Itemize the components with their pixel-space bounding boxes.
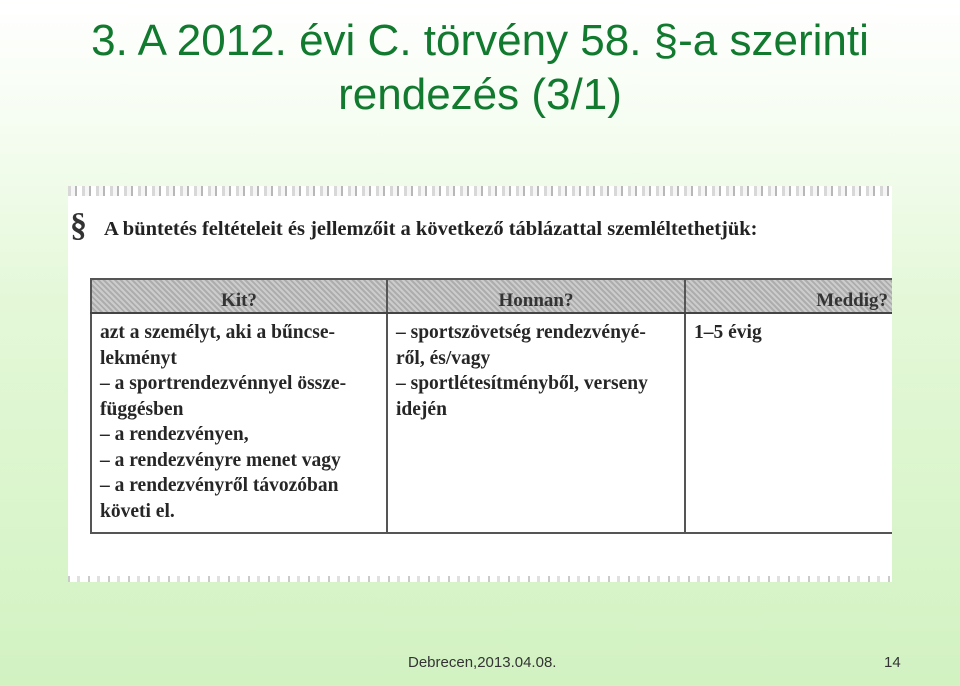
slide-title-line-1: 3. A 2012. évi C. törvény 58. §-a szerinti [91, 16, 869, 65]
scan-bottom-noise-strip [68, 576, 892, 582]
cell-line: – sportlétesítményből, verseny [396, 373, 648, 394]
cell-honnan [387, 313, 685, 533]
cell-line: – a rendezvényről távozóban [100, 475, 339, 496]
header-kit: Kit? [91, 279, 387, 313]
slide-number: 14 [884, 654, 901, 671]
cell-line: – a rendezvényen, [100, 424, 249, 445]
cell-line: lekményt [100, 347, 177, 369]
penalty-table [90, 278, 892, 534]
cell-line: követi el. [100, 500, 175, 522]
scan-cut-off-text-strip [68, 186, 892, 196]
cell-line: – a sportrendezvénnyel össze- [100, 373, 347, 394]
cell-line: függésben [100, 398, 184, 420]
footer-date: Debrecen,2013.04.08. [408, 654, 557, 671]
scan-intro-text: A büntetés feltételeit és jellemzőit a következő táblázattal szemléltethetjük: [104, 218, 758, 240]
cell-kit [91, 313, 387, 533]
cell-line: 1–5 évig [694, 322, 762, 343]
slide-title-line-2: rendezés (3/1) [338, 70, 622, 119]
header-meddig: Meddig? [685, 279, 892, 313]
scanned-document-image [68, 186, 892, 582]
cell-line: azt a személyt, aki a bűncse- [100, 322, 336, 343]
cell-line: – a rendezvényre menet vagy [100, 449, 341, 471]
cell-line: ről, és/vagy [396, 347, 491, 369]
header-honnan: Honnan? [387, 279, 685, 313]
table-row [91, 313, 892, 533]
paragraph-icon: § [70, 207, 87, 244]
table-header-row [91, 279, 892, 313]
cell-line: – sportszövetség rendezvényé- [396, 322, 646, 343]
cell-line: idején [396, 398, 447, 420]
cell-meddig [685, 313, 892, 533]
slide-title [0, 14, 960, 122]
